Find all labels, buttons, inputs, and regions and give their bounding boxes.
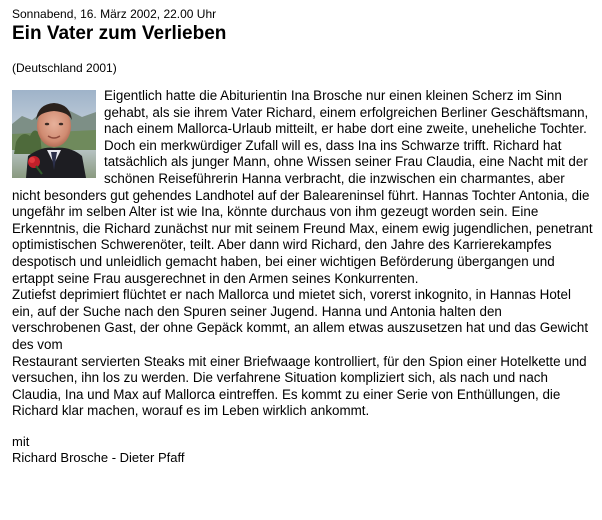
cast-label: mit [12,433,30,449]
article-paragraph: Restaurant servierten Steaks mit einer Briefwaage kontrolliert, für den Spion einer Hotelkette und versuchen, ihn los zu werden. Die verfahrene Situation kompliziert sich, als nach und nach Claudia, Ina und Max auf Mallorca eintreffen. Es kommt zu einer Serie von Enthüllungen, die Richard klar machen, worauf es im Leben wirklich ankommt. [12,353,587,419]
article-paragraph: Zutiefst deprimiert flüchtet er nach Mallorca und mietet sich, vorerst inkognito, in Hannas Hotel ein, auf der Suche nach den Spuren seiner Jugend. Hanna und Antonia halten den verschrobenen Gast, der ohne Gepäck kommt, an allem etwas auszusetzen hat und das Gewicht des vom [12,287,589,352]
broadcast-dateline: Sonnabend, 16. März 2002, 22.00 Uhr [12,7,217,21]
article-paragraph: Eigentlich hatte die Abiturientin Ina Brosche nur einen kleinen Scherz im Sinn gehabt, als sie ihrem Vater Richard, einem erfolgreichen Berliner Geschäftsmann, nach einem Mallorca-Urlaub mitteilt, er habe dort eine zweite, uneheliche Tochter. Doch ein merkwürdiger Zufall will es, dass Ina ins Schwarze trifft. Richard hat tatsächlich als junger Mann, ohne Wissen seiner Frau Claudia, eine Nacht mit der schönen Reiseführerin Hanna verbracht, die inzwischen ein charmantes, aber nicht besonders gut gehendes Landhotel auf der Baleareninsel führt. Hannas Tochter Antonia, die [12,88,590,203]
article-body [12,88,594,420]
article-paragraph: ungefähr im selben Alter ist wie Ina, könnte durchaus von ihm gezeugt worden sein. Eine Erkenntnis, die Richard zunächst nur mit seinem Freund Max, einem ewig jugendlichen, penetrant optimistischen Schwerenöter, teilt. Aber dann wird Richard, den Jahre des Karrierekampfes [12,204,593,253]
cast-entry: Richard Brosche - Dieter Pfaff [12,449,185,465]
page-title: Ein Vater zum Verlieben [12,23,227,44]
cast-credits [12,434,596,466]
portrait-photo-icon [12,90,96,178]
page [12,6,596,466]
article-paragraph: despotisch und unleidlich gemacht haben, bei einer wichtigen Beförderung übergangen und ertappt seine Frau ausgerechnet in den Armen seines Konkurrenten. [12,253,555,286]
production-origin: (Deutschland 2001) [12,61,117,75]
